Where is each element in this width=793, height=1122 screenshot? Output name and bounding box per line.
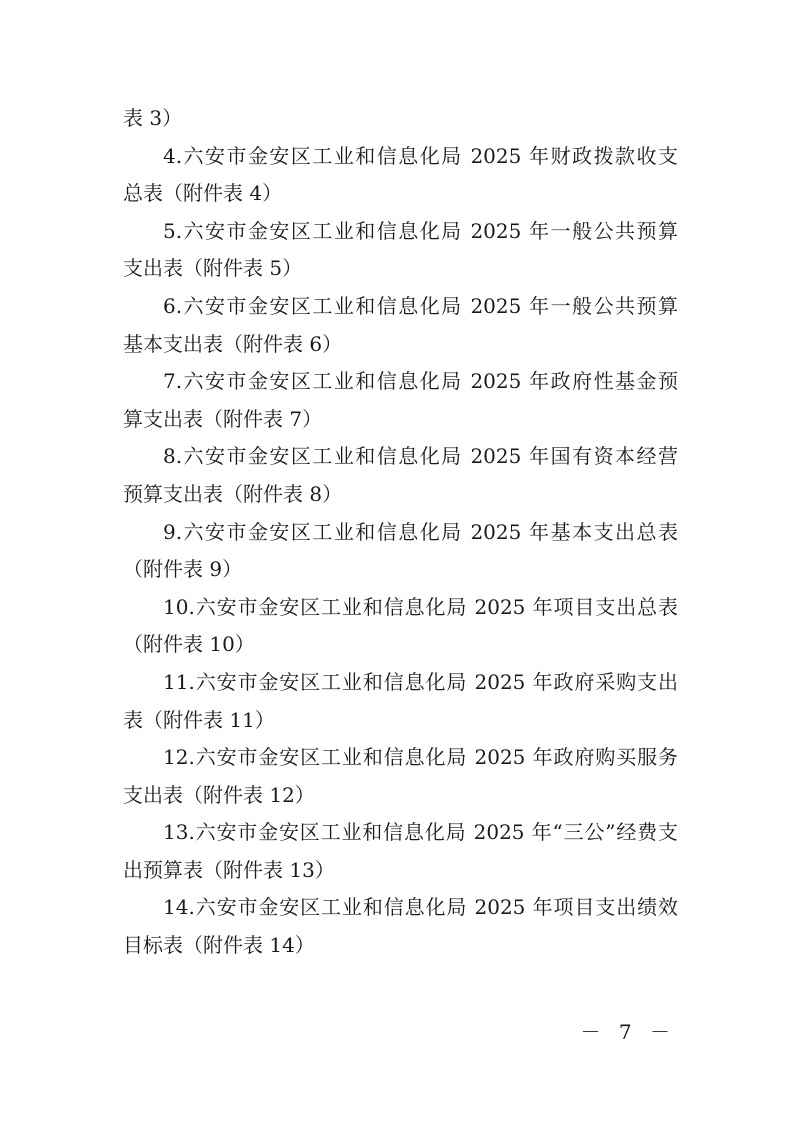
- list-item-10-line-1: 10.六安市金安区工业和信息化局 2025 年项目支出总表: [163, 594, 678, 619]
- list-item-7-line-2: 算支出表（附件表 7）: [123, 406, 323, 431]
- list-item-13-line-1: 13.六安市金安区工业和信息化局 2025 年“三公”经费支: [163, 820, 678, 845]
- list-item-5-line-1: 5.六安市金安区工业和信息化局 2025 年一般公共预算: [163, 218, 678, 243]
- list-item-11-line-2: 表（附件表 11）: [123, 707, 275, 732]
- list-item-8-line-1: 8.六安市金安区工业和信息化局 2025 年国有资本经营: [163, 444, 678, 469]
- list-item-9-line-2: （附件表 9）: [123, 557, 243, 582]
- list-item-7-line-1: 7.六安市金安区工业和信息化局 2025 年政府性基金预: [163, 369, 678, 394]
- list-item-8-line-2: 预算支出表（附件表 8）: [123, 481, 343, 506]
- list-item-10-line-2: （附件表 10）: [123, 632, 255, 657]
- list-item-4-line-1: 4.六安市金安区工业和信息化局 2025 年财政拨款收支: [163, 143, 678, 168]
- attachment-list: [123, 100, 678, 965]
- continuation-line: 表 3）: [123, 106, 183, 130]
- list-item-12-line-1: 12.六安市金安区工业和信息化局 2025 年政府购买服务: [163, 745, 678, 770]
- list-item-14-line-2: 目标表（附件表 14）: [123, 933, 315, 958]
- list-item-6-line-2: 基本支出表（附件表 6）: [123, 331, 343, 356]
- list-item-9-line-1: 9.六安市金安区工业和信息化局 2025 年基本支出总表: [163, 519, 678, 544]
- list-item-12-line-2: 支出表（附件表 12）: [123, 782, 315, 807]
- list-item-4-line-2: 总表（附件表 4）: [123, 181, 283, 206]
- list-item-13-line-2: 出预算表（附件表 13）: [123, 857, 335, 882]
- list-item-11-line-1: 11.六安市金安区工业和信息化局 2025 年政府采购支出: [163, 669, 678, 694]
- list-item-5-line-2: 支出表（附件表 5）: [123, 256, 303, 281]
- list-item-6-line-1: 6.六安市金安区工业和信息化局 2025 年一般公共预算: [163, 293, 678, 318]
- page-number: － 7 －: [580, 1020, 676, 1044]
- list-item-14-line-1: 14.六安市金安区工业和信息化局 2025 年项目支出绩效: [163, 895, 678, 920]
